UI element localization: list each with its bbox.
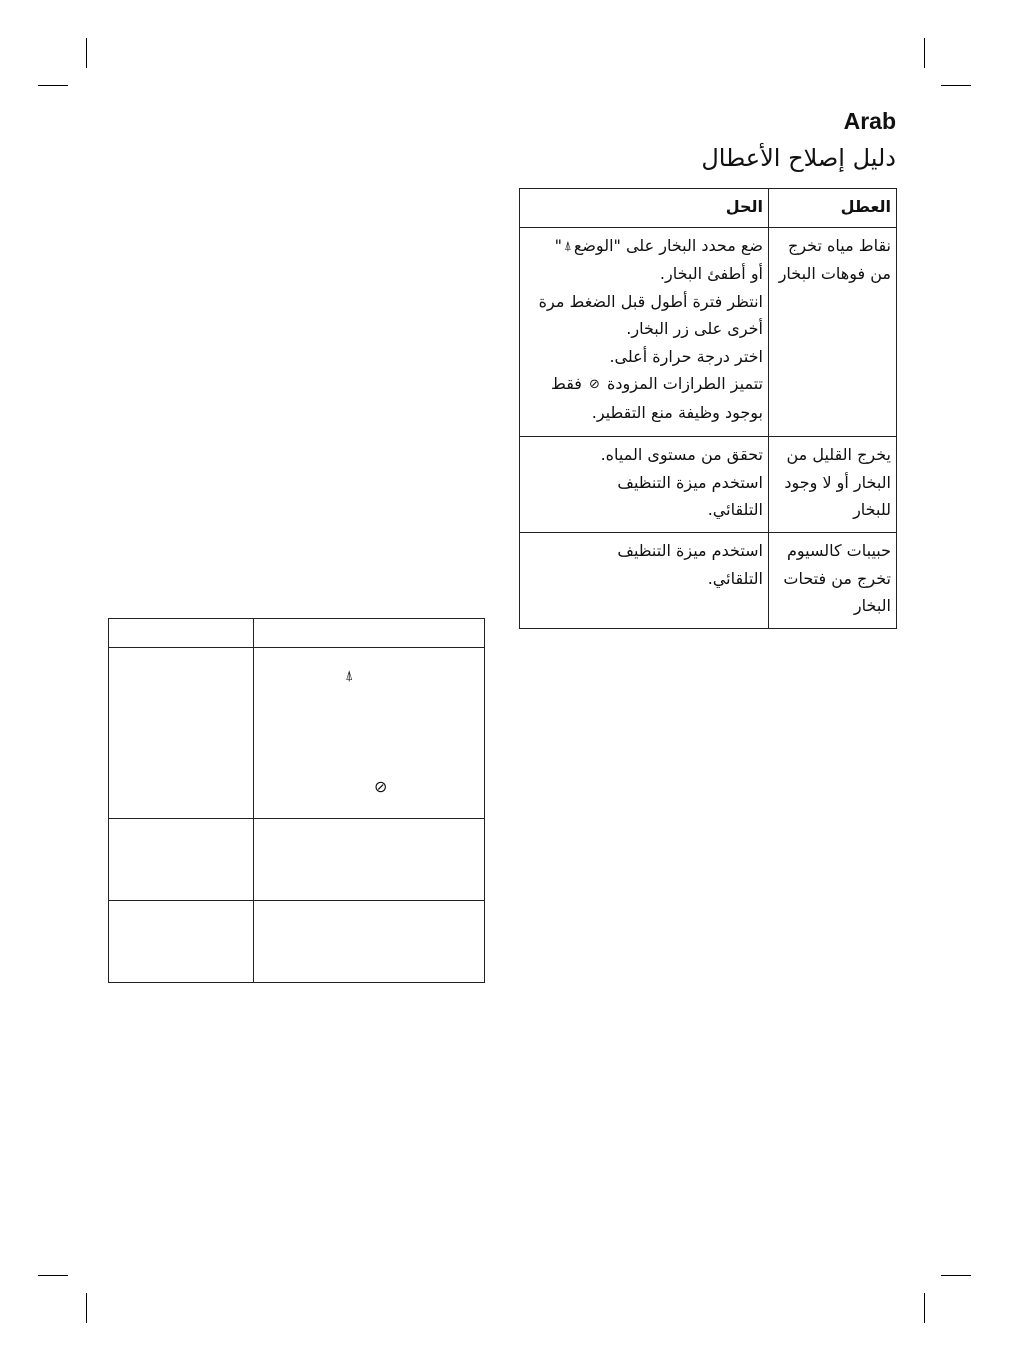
text-line: من فوهات البخار	[778, 263, 891, 283]
language-label: Arab	[843, 108, 896, 134]
text-line: البخار	[853, 596, 891, 615]
text-line: البخار أو لا وجود	[784, 472, 891, 492]
text-line: التلقائي.	[707, 500, 763, 519]
text-line: للبخار	[853, 500, 891, 519]
text-line	[524, 232, 763, 260]
problem-cell	[769, 437, 897, 533]
header-problem: العطل	[769, 189, 897, 228]
text-line: تحقق من مستوى المياه.	[600, 445, 763, 464]
crop-mark	[86, 38, 87, 68]
crop-mark	[38, 1275, 68, 1276]
table-header-row	[520, 189, 897, 228]
text-line: نقاط مياه تخرج	[788, 236, 891, 255]
text-line: يخرج القليل من	[786, 445, 891, 464]
crop-mark	[941, 85, 971, 86]
problem-cell	[769, 533, 897, 629]
solution-cell	[520, 437, 769, 533]
table-row	[109, 648, 485, 819]
text-line	[524, 370, 763, 398]
solution-cell	[520, 228, 769, 437]
text-line: أخرى على زر البخار.	[626, 319, 763, 339]
steam-drip-icon: ⍋	[345, 668, 354, 684]
header-solution: الحل	[520, 189, 769, 228]
page-title: دليل إصلاح الأعطال	[701, 144, 896, 172]
problem-cell	[769, 228, 897, 437]
text: تتميز الطرازات المزودة	[607, 374, 763, 394]
table-row	[109, 819, 485, 901]
table-row	[109, 619, 485, 648]
crop-mark	[941, 1275, 971, 1276]
cell	[254, 619, 485, 648]
text-line: أو أطفئ البخار.	[659, 264, 763, 284]
anti-drip-icon: ⊘	[374, 777, 388, 796]
table-row	[520, 533, 897, 629]
table-row	[109, 901, 485, 983]
text-line: انتظر فترة أطول قبل الضغط مرة	[538, 291, 763, 311]
crop-mark	[86, 1293, 87, 1323]
crop-mark	[38, 85, 68, 86]
text-line: استخدم ميزة التنظيف	[617, 472, 763, 492]
text: "	[554, 236, 563, 255]
cell	[254, 901, 485, 983]
text-line: التلقائي.	[707, 568, 763, 588]
text-line: تخرج من فتحات	[783, 568, 891, 588]
text-line: استخدم ميزة التنظيف	[617, 541, 763, 560]
empty-table	[108, 618, 485, 983]
text-line: اختر درجة حرارة أعلى.	[609, 346, 763, 366]
troubleshooting-table	[519, 188, 897, 629]
text: ضع محدد البخار على "الوضع	[573, 236, 763, 255]
text-line: حبيبات كالسيوم	[786, 541, 891, 560]
cell	[254, 819, 485, 901]
cell	[109, 901, 254, 983]
cell	[109, 648, 254, 819]
steam-drip-icon: ⍋	[564, 238, 572, 254]
text-line: بوجود وظيفة منع التقطير.	[591, 402, 763, 422]
anti-drip-icon: ⊘	[589, 377, 600, 392]
table-row	[520, 228, 897, 437]
table-row	[520, 437, 897, 533]
cell	[109, 819, 254, 901]
cell	[254, 648, 485, 819]
solution-cell	[520, 533, 769, 629]
text: فقط	[551, 374, 582, 394]
crop-mark	[924, 1293, 925, 1323]
crop-mark	[924, 38, 925, 68]
cell	[109, 619, 254, 648]
